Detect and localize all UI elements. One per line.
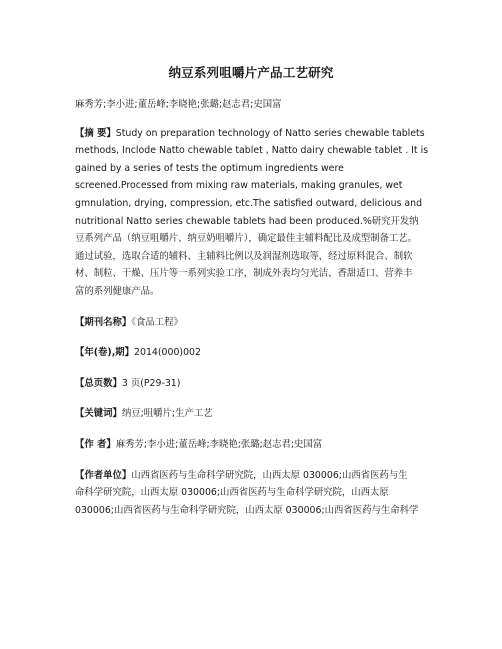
author-field-value: 麻秀芳;李小进;董岳峰;李晓艳;张璐;赵志君;史国富 [115,438,323,450]
abstract-line: 富的系列健康产品。 [75,285,160,297]
affiliation-line: 命科学研究院，山西太原 030006;山西省医药与生命科学研究院，山西太原 [75,487,389,499]
affiliation-label: 【作者单位】 [75,469,132,481]
abstract-line: 豆系列产品（纳豆咀嚼片、纳豆奶咀嚼片），确定最佳主辅料配比及成型制备工艺。 [75,233,418,245]
abstract-line: 通过试验，选取合适的辅料、主辅料比例以及润湿剂选取等，经过原料混合、制软 [75,250,413,262]
journal-label: 【期刊名称】 [75,316,132,328]
affiliation-line: 030006;山西省医药与生命科学研究院，山西太原 030006;山西省医药与生命科学 [75,504,419,516]
year-issue-label: 【年(卷),期】 [75,347,135,359]
affiliation-field [75,467,437,520]
page-count-value: 3 页(P29-31) [121,377,181,389]
year-issue-field [75,344,437,362]
year-issue-value: 2014(000)002 [134,347,201,359]
abstract-section [75,125,437,301]
author-field [75,436,437,454]
page-count-field [75,375,437,393]
abstract-line: 材、制粒、干燥、压片等一系列实验工序，制成外表均匀光洁、香甜适口、营养丰 [75,268,413,280]
abstract-line: screened.Processed from mixing raw materials, making granules, wet [75,180,403,192]
keywords-field [75,405,437,423]
author-list: 麻秀芳;李小进;董岳峰;李晓艳;张璐;赵志君;史国富 [75,99,282,110]
abstract-line: nutritional Natto series chewable tablets had been produced.%研究开发纳 [75,215,419,227]
keywords-value: 纳豆;咀嚼片;生产工艺 [121,408,213,420]
page-title: 纳豆系列咀嚼片产品工艺研究 [168,65,334,80]
abstract-line: methods, Inclode Natto chewable tablet , Natto dairy chewable tablet . It is [75,145,429,157]
document-body [75,96,437,532]
abstract-line: gmnulation, drying, compression, etc.The satisfied outward, delicious and [75,197,423,209]
affiliation-line: 山西省医药与生命科学研究院，山西太原 030006;山西省医药与生 [131,469,408,481]
page-count-label: 【总页数】 [75,377,122,389]
abstract-line [75,125,437,143]
abstract-text: Study on preparation technology of Natto series chewable tablets [115,127,425,139]
abstract-label: 【摘 要】 [75,127,116,139]
journal-value: 《食品工程》 [131,316,183,328]
keywords-label: 【关键词】 [75,408,122,420]
author-field-label: 【作 者】 [75,438,116,450]
journal-field [75,314,437,332]
abstract-line: gained by a series of tests the optimum ingredients were [75,162,344,174]
